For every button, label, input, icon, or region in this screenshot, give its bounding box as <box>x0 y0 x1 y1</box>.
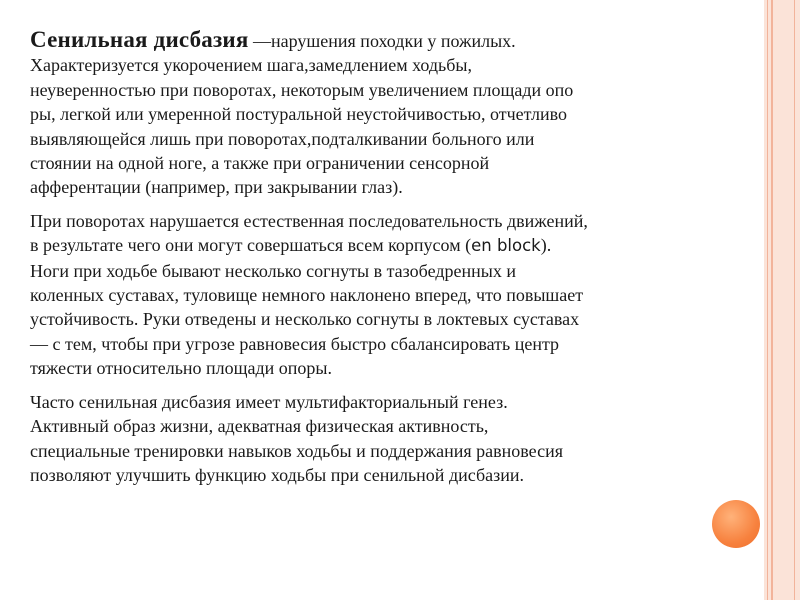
slide-title: Сенильная дисбазия <box>30 27 249 52</box>
decorative-rule <box>794 0 795 600</box>
text-line: неуверенностью при поворотах, некоторым увеличением площади опо <box>30 79 574 100</box>
paragraph-turning <box>30 209 750 381</box>
latin-term: en block <box>471 236 541 256</box>
text-line: Характеризуется укорочением шага,замедлением ходьбы, <box>30 55 473 76</box>
text-line: При поворотах нарушается естественная последовательность движений, <box>30 210 588 231</box>
paragraph-genesis <box>30 390 750 488</box>
text-line: Активный образ жизни, адекватная физическая активность, <box>30 416 489 437</box>
text-line: в результате чего они могут совершаться всем корпусом ( <box>30 235 472 256</box>
text-line: выявляющейся лишь при поворотах,подталкивании больного или <box>30 128 535 149</box>
text-line: Часто сенильная дисбазия имеет мультифакториальный генез. <box>30 391 508 412</box>
text-line: ры, легкой или умеренной постуральной неустойчивостью, отчетливо <box>30 104 568 125</box>
text-line: позволяют улучшить функцию ходьбы при сенильной дисбазии. <box>30 464 524 485</box>
decorative-rule <box>771 0 773 600</box>
text-line: тяжести относительно площади опоры. <box>30 358 333 379</box>
text-line: стоянии на одной ноге, а также при ограничении сенсорной <box>30 153 490 174</box>
decorative-orange-dot <box>712 500 760 548</box>
slide-text <box>30 28 750 496</box>
paragraph-definition <box>30 28 750 200</box>
text-line: — с тем, чтобы при угрозе равновесия быстро сбалансировать центр <box>30 333 560 354</box>
text-line: ). <box>540 235 552 256</box>
text-line: афферентации (например, при закрывании глаз). <box>30 177 403 198</box>
title-lead: —нарушения походки у пожилых. <box>248 31 516 51</box>
text-line: устойчивость. Руки отведены и несколько согнуты в локтевых суставах <box>30 309 580 330</box>
text-line: специальные тренировки навыков ходьбы и поддержания равновесия <box>30 440 563 461</box>
text-line: коленных суставах, туловище немного наклонено вперед, что повышает <box>30 285 584 306</box>
decorative-rule <box>767 0 768 600</box>
text-line: Ноги при ходьбе бывают несколько согнуты в тазобедренных и <box>30 260 516 281</box>
